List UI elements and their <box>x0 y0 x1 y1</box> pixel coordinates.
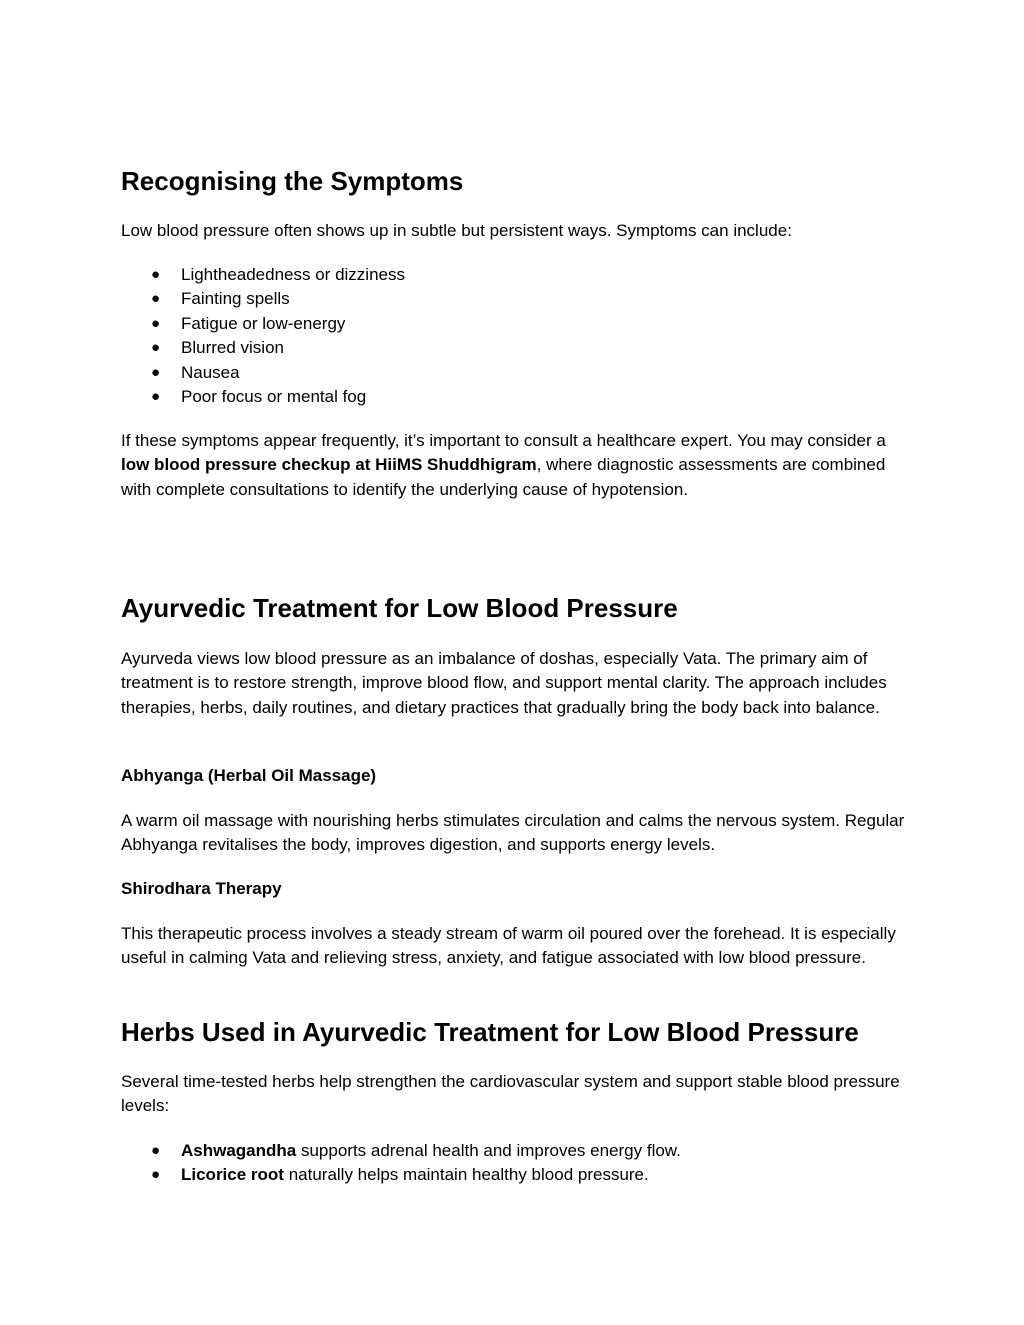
heading-shirodhara: Shirodhara Therapy <box>121 879 282 898</box>
symptoms-list <box>121 263 911 409</box>
bullet-icon: ● <box>151 363 161 381</box>
herb-name: Ashwagandha <box>181 1141 297 1160</box>
list-item: ● Blurred vision <box>121 336 911 360</box>
checkup-highlight: low blood pressure checkup at HiiMS Shuddhigram <box>121 455 537 475</box>
list-item: ● Ashwagandha supports adrenal health and improves energy flow. <box>121 1139 911 1163</box>
abhyanga-paragraph: A warm oil massage with nourishing herbs stimulates circulation and calms the nervous system. Regular Abhyanga revitalises the body, improves digestion, and supports energy levels. <box>121 811 905 855</box>
herbs-intro: Several time-tested herbs help strengthen the cardiovascular system and support stable blood pressure levels: <box>121 1072 900 1116</box>
bullet-icon: ● <box>151 1142 161 1159</box>
bullet-icon: ● <box>151 266 161 283</box>
herb-name: Licorice root <box>181 1165 284 1185</box>
list-item: ● Fainting spells <box>121 287 911 311</box>
bullet-icon: ● <box>151 339 161 357</box>
shirodhara-paragraph: This therapeutic process involves a steady stream of warm oil poured over the forehead. It is especially useful in calming Vata and relieving stress, anxiety, and fatigue associated with low blood pressure. <box>121 924 896 968</box>
list-item: ● Fatigue or low-energy <box>121 312 911 336</box>
heading-recognising-symptoms: Recognising the Symptoms <box>121 166 464 196</box>
list-item: ● Licorice root naturally helps maintain healthy blood pressure. <box>121 1163 911 1187</box>
heading-abhyanga: Abhyanga (Herbal Oil Massage) <box>121 766 377 785</box>
symptoms-intro: Low blood pressure often shows up in subtle but persistent ways. Symptoms can include: <box>121 221 792 240</box>
bullet-icon: ● <box>151 1166 161 1184</box>
bullet-icon: ● <box>151 314 161 332</box>
list-item: ● Nausea <box>121 361 911 385</box>
list-item: ● Lightheadedness or dizziness <box>121 263 911 287</box>
heading-ayurvedic-treatment: Ayurvedic Treatment for Low Blood Pressure <box>121 593 678 623</box>
list-item: ● Poor focus or mental fog <box>121 385 911 409</box>
consult-paragraph: If these symptoms appear frequently, it’s important to consult a healthcare expert. You may consider a low blood pressure checkup at HiiMS Shuddhigram, where diagnostic assessments are combined with complete consultations to identify the underlying cause of hypotension. <box>121 431 886 499</box>
bullet-icon: ● <box>151 388 161 406</box>
heading-herbs: Herbs Used in Ayurvedic Treatment for Low Blood Pressure <box>121 1017 859 1047</box>
treatment-intro: Ayurveda views low blood pressure as an imbalance of doshas, especially Vata. The primary aim of treatment is to restore strength, improve blood flow, and support mental clarity. The approach includes therapies, herbs, daily routines, and dietary practices that gradually bring the body back into balance. <box>121 649 887 717</box>
bullet-icon: ● <box>151 290 161 308</box>
herbs-list <box>121 1139 911 1188</box>
